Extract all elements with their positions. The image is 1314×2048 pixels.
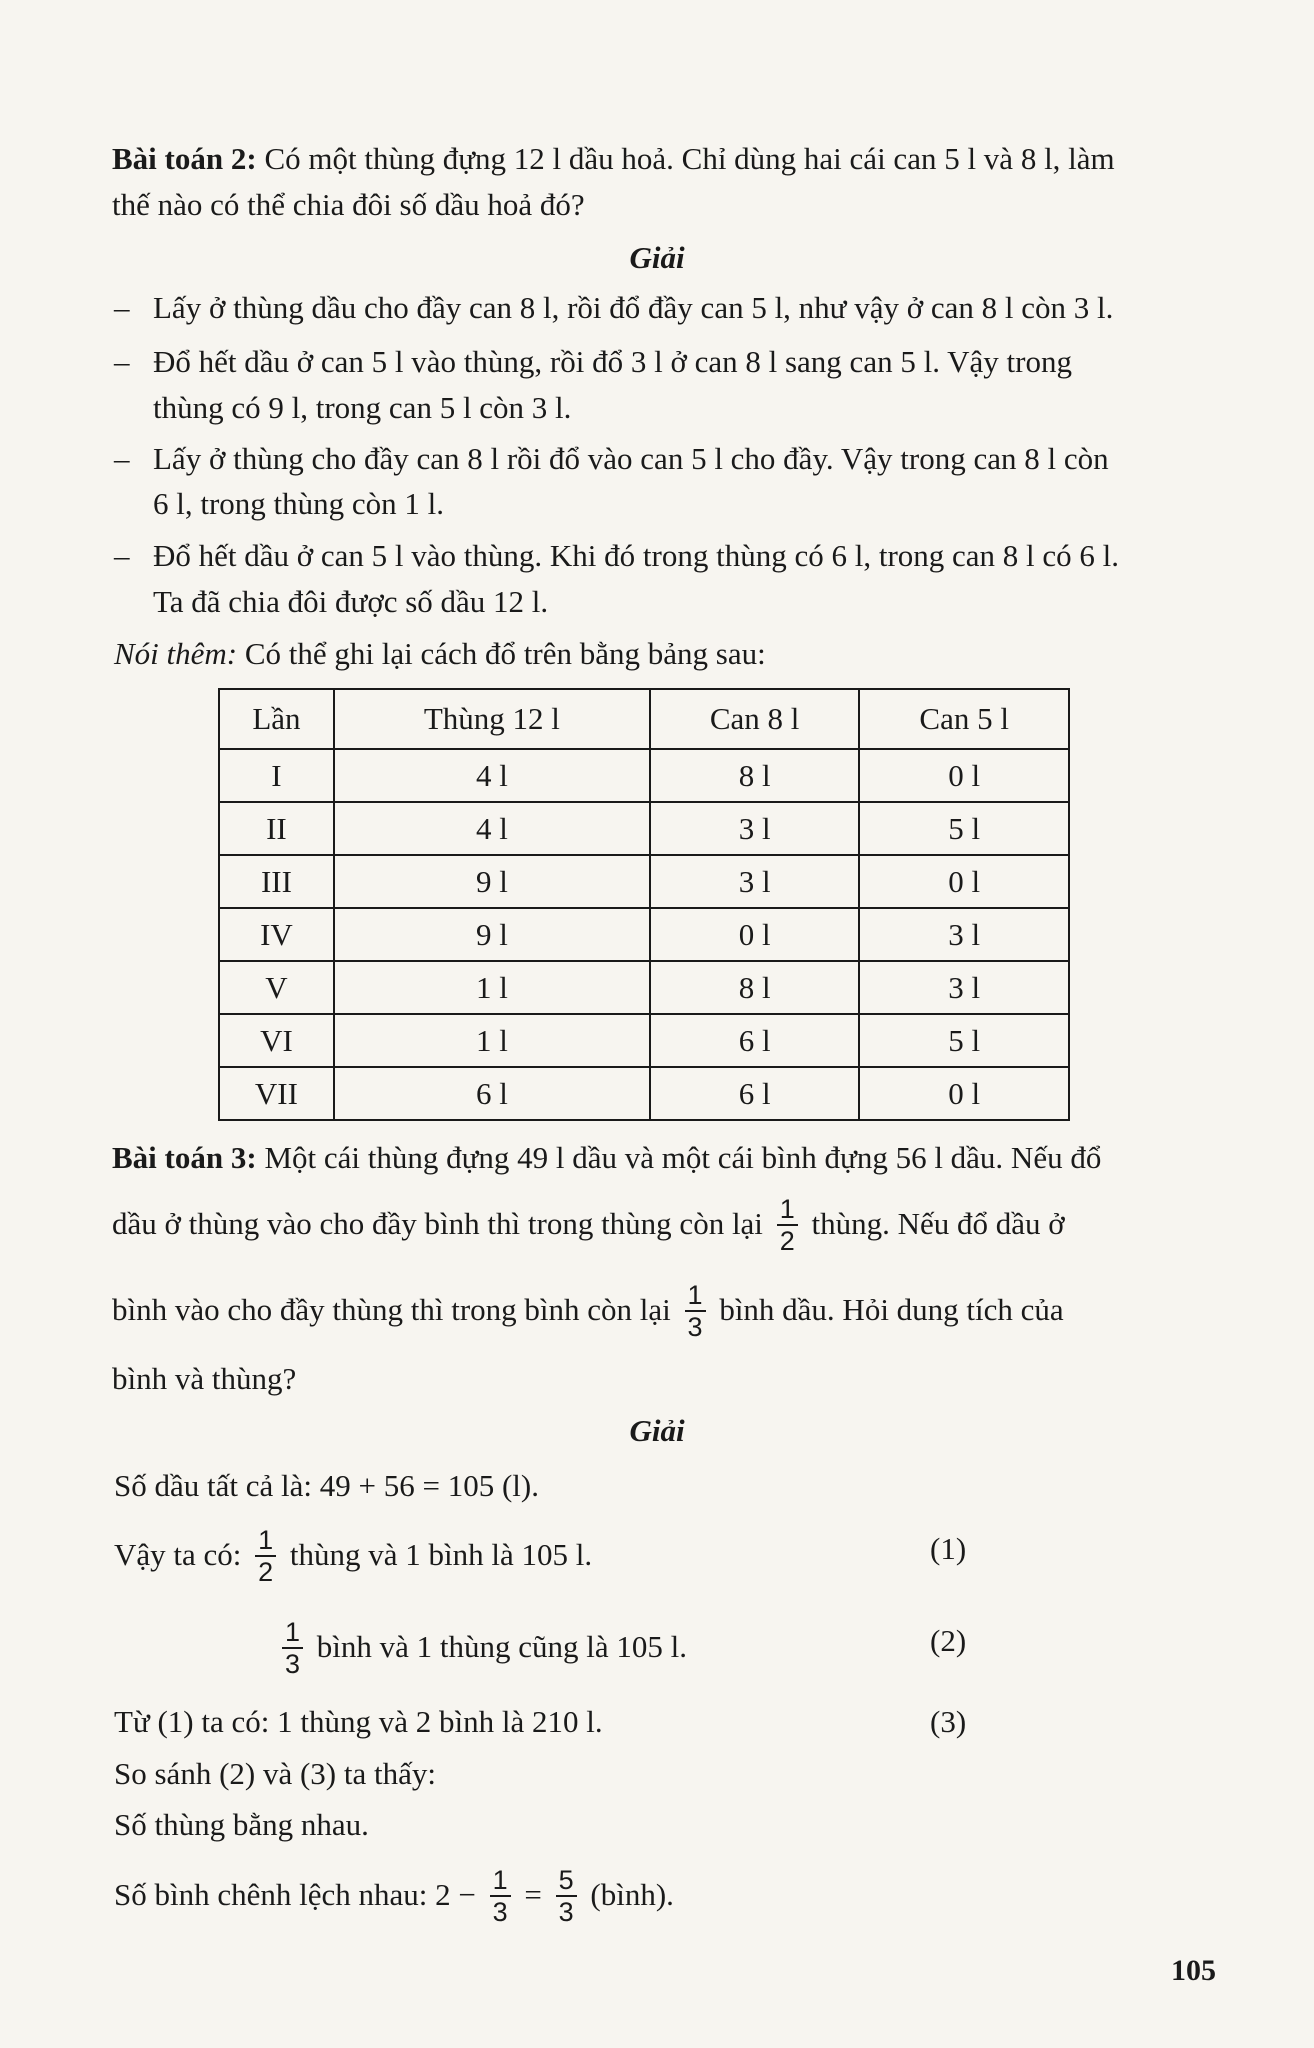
solution-line-6: Số thùng bằng nhau. [114, 1807, 369, 1842]
problem2-label: Bài toán 2: [112, 141, 257, 176]
bullet-4-line2: Ta đã chia đôi được số dầu 12 l. [153, 584, 549, 619]
bullet-marker: – [114, 344, 130, 379]
problem3-text-2b: thùng. Nếu đổ dầu ở [811, 1206, 1065, 1242]
note-label: Nói thêm: [114, 636, 238, 671]
problem3-text-3b: bình dầu. Hỏi dung tích của [719, 1292, 1064, 1328]
cell-thung: 6 l [334, 1067, 650, 1120]
cell-step: II [219, 802, 334, 855]
cell-step: III [219, 855, 334, 908]
bullet-marker: – [114, 290, 130, 325]
cell-thung: 9 l [334, 908, 650, 961]
problem3-text-2a: dầu ở thùng vào cho đầy bình thì trong thùng còn lại [112, 1206, 763, 1242]
fraction-one-half [255, 1525, 276, 1587]
cell-can5: 0 l [859, 749, 1069, 802]
cell-can5: 3 l [859, 908, 1069, 961]
table-row [219, 855, 1069, 908]
problem3-solution-heading: Giải [629, 1413, 685, 1448]
cell-step: VI [219, 1014, 334, 1067]
cell-can5: 5 l [859, 802, 1069, 855]
fraction-denominator: 3 [556, 1895, 577, 1927]
solution-line-3 [276, 1619, 687, 1681]
fraction-denominator: 3 [490, 1895, 511, 1927]
header-can5: Can 5 l [859, 689, 1069, 749]
problem2-solution-heading: Giải [629, 240, 685, 275]
fraction-numerator: 5 [558, 1865, 574, 1895]
problem2-line1 [112, 137, 1115, 181]
cell-can8: 3 l [650, 855, 860, 908]
cell-thung: 1 l [334, 961, 650, 1014]
fraction-denominator: 3 [282, 1647, 303, 1679]
problem2-text-1: Có một thùng đựng 12 l dầu hoả. Chỉ dùng hai cái can 5 l và 8 l, làm [264, 141, 1115, 176]
cell-step: V [219, 961, 334, 1014]
problem3-line2 [112, 1196, 1065, 1258]
cell-can5: 3 l [859, 961, 1069, 1014]
solution-line-1: Số dầu tất cả là: 49 + 56 = 105 (l). [114, 1468, 539, 1503]
cell-can5: 0 l [859, 855, 1069, 908]
problem3-text-3a: bình vào cho đầy thùng thì trong bình còn lại [112, 1292, 671, 1328]
bullet-2-line1: Đổ hết dầu ở can 5 l vào thùng, rồi đổ 3 l ở can 8 l sang can 5 l. Vậy trong [153, 344, 1072, 379]
fraction-numerator: 1 [779, 1194, 795, 1224]
bullet-3-line2: 6 l, trong thùng còn 1 l. [153, 486, 445, 521]
fraction-denominator: 3 [685, 1310, 706, 1342]
note-line [114, 632, 766, 676]
table-row [219, 908, 1069, 961]
problem3-text-1: Một cái thùng đựng 49 l dầu và một cái bình đựng 56 l dầu. Nếu đổ [264, 1140, 1102, 1175]
equation-tag-3: (3) [930, 1704, 967, 1739]
solution-text-2b: thùng và 1 bình là 105 l. [289, 1537, 593, 1573]
table-row [219, 749, 1069, 802]
equals-sign: = [524, 1877, 542, 1913]
bullet-marker: – [114, 538, 130, 573]
bullet-2-line2: thùng có 9 l, trong can 5 l còn 3 l. [153, 390, 572, 425]
fraction-denominator: 2 [255, 1555, 276, 1587]
table-row [219, 1014, 1069, 1067]
fraction-numerator: 1 [687, 1280, 703, 1310]
cell-can5: 0 l [859, 1067, 1069, 1120]
header-thung: Thùng 12 l [334, 689, 650, 749]
table-header-row [219, 689, 1069, 749]
cell-step: I [219, 749, 334, 802]
cell-step: VII [219, 1067, 334, 1120]
cell-can5: 5 l [859, 1014, 1069, 1067]
problem3-label: Bài toán 3: [112, 1140, 257, 1175]
cell-step: IV [219, 908, 334, 961]
problem2-line2: thế nào có thể chia đôi số dầu hoả đó? [112, 187, 585, 222]
cell-can8: 6 l [650, 1067, 860, 1120]
fraction-numerator: 1 [285, 1617, 301, 1647]
fraction-numerator: 1 [258, 1525, 274, 1555]
bullet-marker: – [114, 441, 130, 476]
fraction-denominator: 2 [777, 1224, 798, 1256]
problem3-line1 [112, 1136, 1101, 1180]
solution-text-2a: Vậy ta có: [114, 1537, 242, 1573]
fraction-one-third [490, 1865, 511, 1927]
table-row [219, 961, 1069, 1014]
page-number: 105 [1171, 1954, 1216, 1987]
cell-can8: 0 l [650, 908, 860, 961]
cell-thung: 9 l [334, 855, 650, 908]
cell-can8: 3 l [650, 802, 860, 855]
solution-line-7 [114, 1867, 674, 1929]
cell-thung: 4 l [334, 749, 650, 802]
problem3-line4: bình và thùng? [112, 1361, 297, 1396]
bullet-3-line1: Lấy ở thùng cho đầy can 8 l rồi đổ vào can 5 l cho đầy. Vậy trong can 8 l còn [153, 441, 1109, 476]
note-text: Có thể ghi lại cách đổ trên bằng bảng sau: [244, 636, 766, 671]
fraction-one-third [282, 1617, 303, 1679]
solution-line-2 [114, 1527, 592, 1589]
pouring-table [218, 688, 1070, 1121]
solution-text-7a: Số bình chênh lệch nhau: 2 − [114, 1877, 476, 1913]
cell-can8: 8 l [650, 749, 860, 802]
fraction-numerator: 1 [492, 1865, 508, 1895]
solution-text-3b: bình và 1 thùng cũng là 105 l. [316, 1629, 688, 1665]
bullet-4-line1: Đổ hết dầu ở can 5 l vào thùng. Khi đó trong thùng có 6 l, trong can 8 l có 6 l. [153, 538, 1120, 573]
table-row [219, 1067, 1069, 1120]
table-row [219, 802, 1069, 855]
fraction-one-third [685, 1280, 706, 1342]
solution-line-4: Từ (1) ta có: 1 thùng và 2 bình là 210 l. [114, 1704, 603, 1739]
cell-can8: 6 l [650, 1014, 860, 1067]
solution-text-7b: (bình). [590, 1877, 674, 1913]
equation-tag-1: (1) [930, 1531, 967, 1566]
cell-thung: 4 l [334, 802, 650, 855]
cell-thung: 1 l [334, 1014, 650, 1067]
equation-tag-2: (2) [930, 1623, 967, 1658]
fraction-five-thirds [556, 1865, 577, 1927]
solution-line-5: So sánh (2) và (3) ta thấy: [114, 1756, 436, 1791]
problem3-line3 [112, 1282, 1064, 1344]
bullet-1-line1: Lấy ở thùng dầu cho đầy can 8 l, rồi đổ đầy can 5 l, như vậy ở can 8 l còn 3 l. [153, 290, 1114, 325]
cell-can8: 8 l [650, 961, 860, 1014]
fraction-one-half [777, 1194, 798, 1256]
header-can8: Can 8 l [650, 689, 860, 749]
header-lan: Lần [219, 689, 334, 749]
